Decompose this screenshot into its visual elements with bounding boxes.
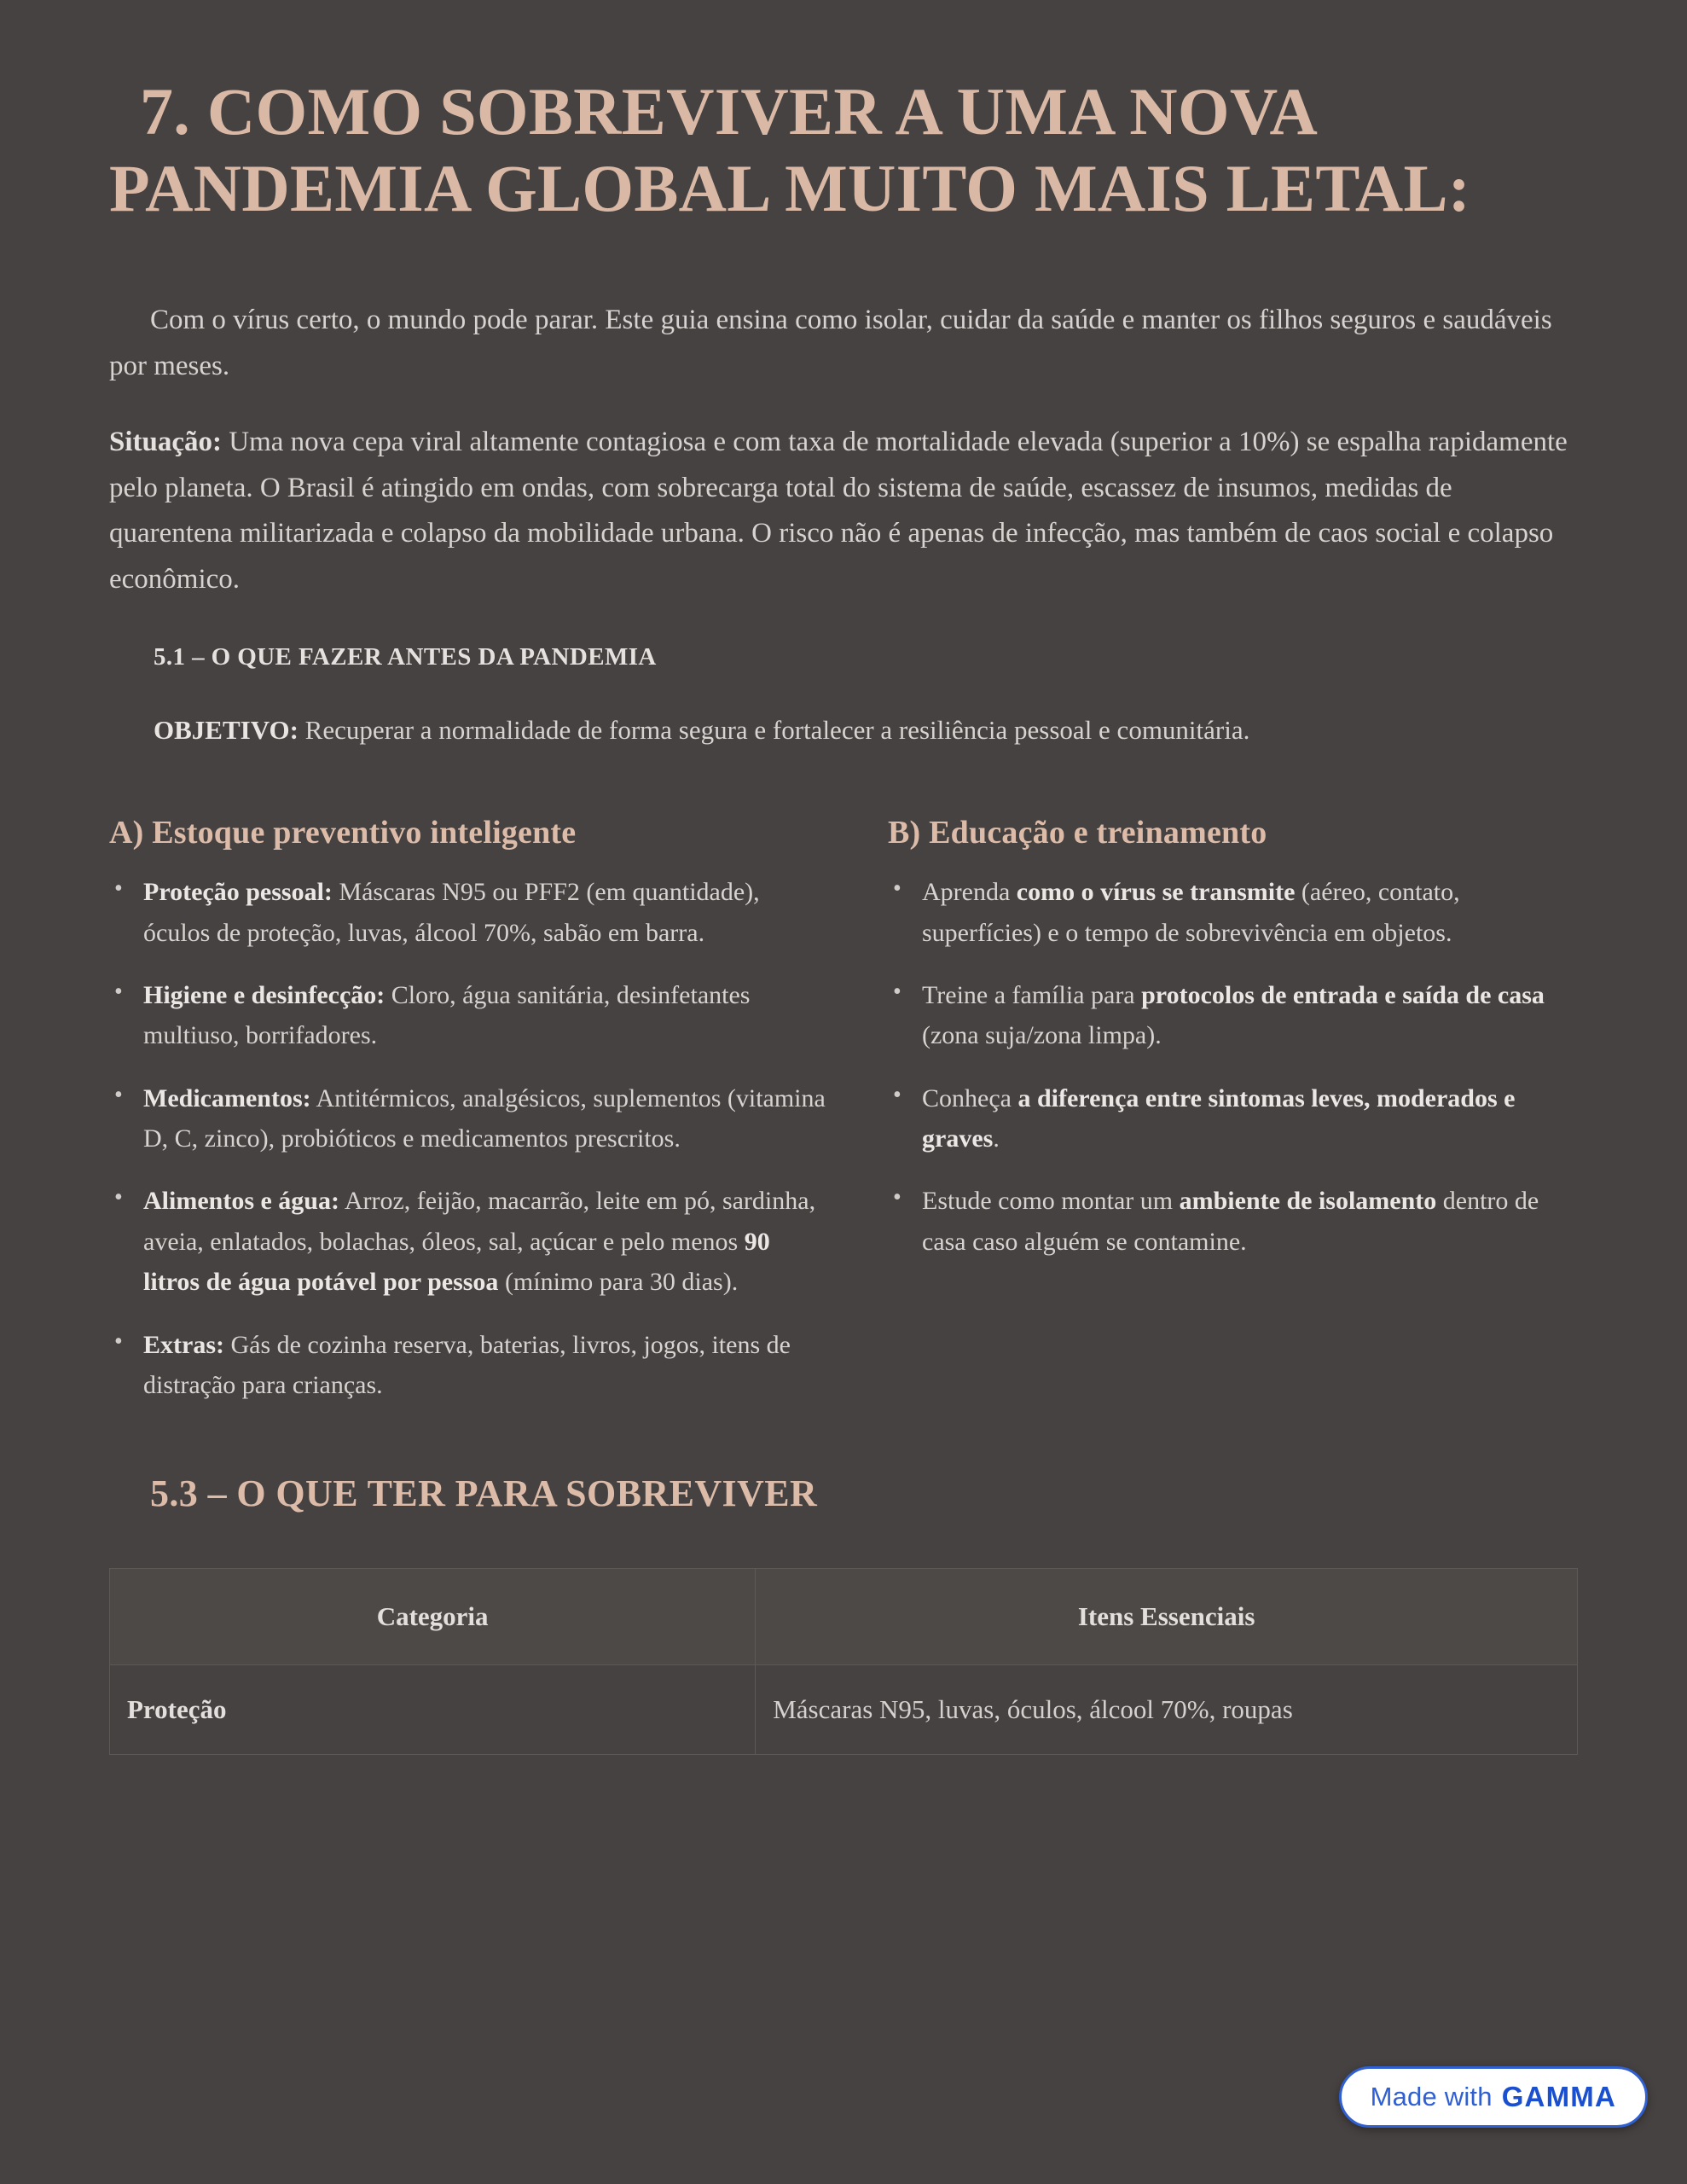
list-item [109,872,826,953]
two-column-section [109,751,1578,1427]
column-a-heading: A) Estoque preventivo inteligente [109,815,577,851]
subsection-5-1-heading: 5.1 – O QUE FAZER ANTES DA PANDEMIA [154,643,657,671]
list-item [861,1181,1578,1262]
gamma-logo: GAMMA [1501,2081,1616,2112]
bullet-label: Proteção pessoal: [143,878,333,907]
list-item [861,872,1578,953]
objetivo-paragraph [109,671,1578,751]
table-row [110,1665,1578,1755]
bullet-text-tail: (mínimo para 30 dias). [498,1268,739,1297]
made-with-label: Made with [1370,2082,1493,2111]
bullet-label: Higiene e desinfecção: [143,980,386,1009]
list-item [109,975,826,1056]
survival-table [109,1568,1578,1755]
bullet-text: Antitérmicos, analgésicos, suplementos (vitamina D, C, zinco), probióticos e medicamentos prescritos. [143,1083,826,1153]
table-header-row [110,1569,1578,1665]
column-b [861,814,1578,1427]
cell-itens: Máscaras N95, luvas, óculos, álcool 70%, roupas [756,1665,1578,1755]
bullet-text: Máscaras N95 ou PFF2 (em quantidade), óculos de proteção, luvas, álcool 70%, sabão em barra. [143,878,760,947]
bullet-text: Treine a família para [922,980,1142,1009]
bullet-text-tail: . [993,1124,1000,1153]
bullet-emphasis: protocolos de entrada e saída de casa [1141,980,1545,1009]
list-item [861,975,1578,1056]
bullet-text: Conheça [922,1083,1018,1112]
bullet-text: Gás de cozinha reserva, baterias, livros, jogos, itens de distração para crianças. [143,1330,791,1400]
column-a-bullet-list [109,872,826,1405]
section-5-3-heading: 5.3 – O QUE TER PARA SOBREVIVER [150,1472,818,1515]
column-b-bullet-list [861,872,1578,1262]
bullet-text-tail: (aéreo, contato, superfícies) e o tempo de sobrevivência em objetos. [922,878,1460,947]
intro-paragraph: Com o vírus certo, o mundo pode parar. Este guia ensina como isolar, cuidar da saúde e manter os filhos seguros e saudáveis por meses. [109,305,1552,381]
column-header-categoria: Categoria [110,1569,756,1665]
list-item [109,1325,826,1406]
survival-table-wrapper [109,1515,1578,1755]
objetivo-text: Recuperar a normalidade de forma segura e fortalecer a resiliência pessoal e comunitária. [298,715,1250,746]
situacao-paragraph [109,389,1578,602]
situacao-label: Situação: [109,427,222,458]
bullet-label: Medicamentos: [143,1083,311,1112]
bullet-label: Extras: [143,1330,224,1359]
column-header-itens: Itens Essenciais [756,1569,1578,1665]
objetivo-label: OBJETIVO: [154,715,299,746]
column-a [109,814,826,1427]
bullet-emphasis: a diferença entre sintomas leves, moderados e graves [922,1083,1516,1153]
list-item [861,1078,1578,1159]
page-title: 7. COMO SOBREVIVER A UMA NOVA PANDEMIA GLOBAL MUITO MAIS LETAL: [109,74,1471,225]
made-with-gamma-badge[interactable] [1339,2066,1648,2128]
bullet-text: Cloro, água sanitária, desinfetantes multiuso, borrifadores. [143,980,751,1050]
list-item [109,1181,826,1302]
list-item [109,1078,826,1159]
bullet-emphasis: como o vírus se transmite [1016,878,1296,907]
bullet-text-tail: (zona suja/zona limpa). [922,1021,1162,1050]
bullet-label: Alimentos e água: [143,1187,339,1216]
column-b-heading: B) Educação e treinamento [888,815,1267,851]
bullet-emphasis: 90 litros de água potável por pessoa [143,1227,770,1297]
bullet-text: Estude como montar um [922,1187,1180,1216]
bullet-text: Arroz, feijão, macarrão, leite em pó, sardinha, aveia, enlatados, bolachas, óleos, sal, açúcar e pelo menos [143,1187,816,1256]
bullet-emphasis: ambiente de isolamento [1179,1187,1437,1216]
bullet-text: Aprenda [922,878,1017,907]
cell-categoria: Proteção [110,1665,756,1755]
situacao-text: Uma nova cepa viral altamente contagiosa e com taxa de mortalidade elevada (superior a 10%) se espalha rapidamente pelo planeta. O Brasil é atingido em ondas, com sobrecarga total do sistema de saúde, escassez de insumos, medidas de quarentena militarizada e colapso da mobilidade urbana. O risco não é apenas de infecção, mas também de caos social e colapso econômico. [109,427,1568,595]
bullet-text-tail: dentro de casa caso alguém se contamine. [922,1187,1539,1256]
